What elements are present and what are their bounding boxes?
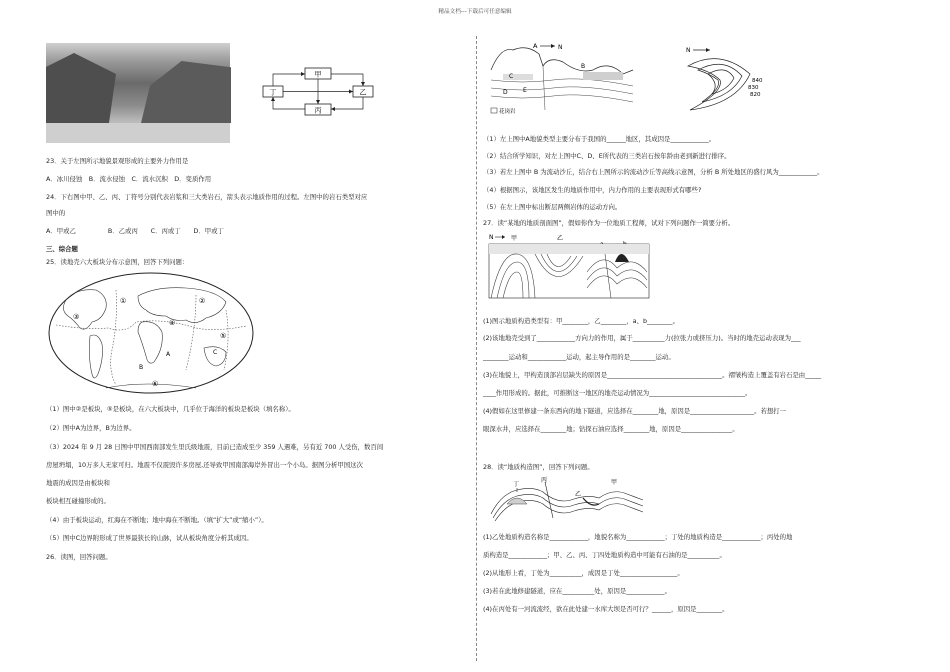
q27-2b: ________运动和____________运动，起主导作用的是________运动。 (483, 353, 675, 361)
q26-3: （3）若左上图中 B 为流动沙丘，结合右上图所示的流动沙丘等高线示意图，分析 B 所处地区的盛行风为____________。 (483, 168, 824, 176)
fig27-yi-label: 乙 (557, 235, 564, 242)
plate-label-2: ② (199, 297, 206, 305)
q24-text-1: 24．下右图中甲、乙、丙、丁符号分别代表岩浆和三大类岩石，箭头表示地质作用的过程。左图中的岩石类型对应 (46, 193, 368, 201)
q25-3a: （3）2024 年 9 月 28 日图中甲国西南部发生里氏级地震，目前已造成至少 359 人遇难，另有近 700 人受伤，数百间 (46, 443, 384, 451)
fig26-D-label: D (503, 89, 508, 96)
q23-options: A．冰川侵蚀 B．流水侵蚀 C．流水沉积 D．变质作用 (46, 175, 212, 183)
photo-cliff-right (141, 61, 231, 123)
q28-1a: (1)乙处地质构造名称是____________，地貌名称为____________；丁处的地质构造是____________；丙处的地 (483, 533, 793, 541)
photo-cliff-left (46, 53, 116, 123)
q25-5: （5）图中C边界附形成了世界最狭长的山脉，试从板块角度分析其成因。 (46, 534, 253, 542)
boundary-label-C: C (213, 349, 218, 356)
q25-3d: 板块相互碰撞形成的。 (46, 497, 110, 505)
q25-3c: 地震的成因是由板块和 (46, 479, 110, 487)
rock-cycle-diagram (255, 66, 385, 118)
boundary-label-B: B (139, 364, 144, 371)
q26-5: （5）在左上图中标出断层两侧岩体的运动方向。 (483, 203, 622, 211)
geologic-structure-figure (487, 474, 647, 522)
contour-820: 820 (750, 92, 761, 98)
q27-3b: ____作用形成的。据此，可推断这一地区的地壳运动情况为______________________________。 (483, 389, 752, 397)
boundary-label-A: A (166, 351, 171, 358)
q28-3: (3)若在此地修建隧道，应在__________处，原因是____________。 (483, 587, 671, 595)
q28-title: 28．读“地质构造图”，回答下列问题。 (483, 463, 594, 471)
q28-4: (4)在丙处有一河流流经，欲在此处建一水库大坝是否可行？______，原因是________。 (483, 605, 729, 613)
fig27-N-label: N (489, 234, 494, 241)
contour-830: 830 (748, 85, 759, 91)
q28-1b: 质构造是____________；甲、乙、丙、丁四处地质构造中可能有石油的是__________。 (483, 551, 726, 559)
q26-1: （1）左上图中A地貌类型主要分布于我国的______地区，其成因是____________。 (483, 135, 716, 143)
q27-2a: (2)该地地壳受到了____________方向力的作用，属于__________力(拉张力或挤压力)。当时的地壳运动表现为___ (483, 334, 801, 342)
plate-label-6: ⑥ (152, 380, 159, 388)
fig26-C-label: C (509, 73, 514, 80)
plate-label-4: ④ (169, 319, 176, 327)
fig26-B-label: B (581, 63, 586, 70)
q24-options: A．甲或乙 B．乙或丙 C．丙或丁 D．甲或丁 (46, 227, 224, 235)
rock-jia-label: 甲 (314, 70, 322, 79)
rock-yi-label: 乙 (359, 88, 367, 97)
section-3-title: 三、综合题 (46, 245, 78, 253)
plate-label-5: ⑤ (220, 332, 227, 340)
q25-text: 25．读地壳六大板块分布示意图，回答下列问题： (46, 258, 189, 266)
q25-1: （1）图中②是板块，⑤是板块，在六大板块中，几乎位于海洋的板块是板块（填名称）。 (46, 405, 295, 413)
page-header: 精品文档---下载后可任意编辑 (438, 9, 512, 15)
geologic-profile-figure (487, 232, 655, 300)
q24-text-2: 图中的 (46, 209, 66, 217)
plate-label-1: ① (120, 297, 127, 305)
q26-title: 26．读图，回答问题。 (46, 553, 112, 561)
fig26-N-label: N (558, 44, 563, 51)
fig28-yi-label: 乙 (575, 491, 582, 498)
q25-4: （4）由于板块运动，红海在不断地；地中海在不断地。（填“扩大”或“缩小”）。 (46, 516, 268, 524)
q25-2: （2）图中A为边界，B为边界。 (46, 424, 136, 432)
q25-3b: 房屋坍塌，10万多人无家可归。地震不仅震毁许多房屋,还导致甲国南部海岸外冒出一个小岛。据图分析甲国这次 (46, 461, 363, 469)
column-divider (476, 36, 477, 661)
fig28-ding-label: 丁 (513, 481, 520, 488)
fig28-bing-label: 丙 (541, 477, 548, 484)
q27-4a: (4)假如在这里修建一条东西向的地下隧道，应选择在________地，原因是____________________。若想打一 (483, 407, 787, 415)
sand-dune-contour-figure (680, 44, 775, 118)
rock-bing-label: 丙 (314, 106, 322, 115)
q28-2: (2)从地形上看，丁处为__________，成因是丁处__________________。 (483, 569, 684, 577)
rock-ding-label: 丁 (269, 88, 277, 97)
fig26-A-label: A (533, 42, 538, 50)
fig26-legend: 花岗岩 (499, 109, 516, 115)
gorge-photo (46, 43, 230, 143)
landform-profile-figure (483, 40, 658, 118)
q27-3a: (3)在地貌上，甲构造顶部岩层缺失的原因是____________________________________。褶皱构造上覆盖有岩石是由_____ (483, 371, 822, 379)
plate-map (46, 270, 256, 396)
fig26-N2-label: N (686, 47, 691, 54)
fig27-jia-label: 甲 (511, 235, 518, 242)
contour-840: 840 (752, 78, 763, 84)
q23-text: 23．关于左图所示地貌景观形成的主要外力作用是 (46, 157, 189, 165)
q27-4b: 眼深水井，应选择在________地；钻探石油应选择________地，原因是________________。 (483, 425, 739, 433)
fig28-jia-label: 甲 (611, 479, 618, 486)
q26-2: （2）结合所学知识，对左上图中C、D、E所代表的三类岩石按年龄由老到新进行排序。 (483, 152, 731, 160)
q27-1: (1)图示地质构造类型有：甲________，乙________，a、b________。 (483, 317, 679, 325)
fig26-E-label: E (523, 87, 527, 94)
photo-river (46, 123, 230, 143)
q27-title: 27．读“某地的地质剖面图”，假如你作为一位地质工程师，试对下列问题作一简要分析。 (483, 219, 735, 227)
q26-4: （4）根据图示，该地区发生的地质作用中，内力作用的主要表现形式有哪些? (483, 186, 702, 194)
plate-label-3: ③ (73, 313, 80, 321)
